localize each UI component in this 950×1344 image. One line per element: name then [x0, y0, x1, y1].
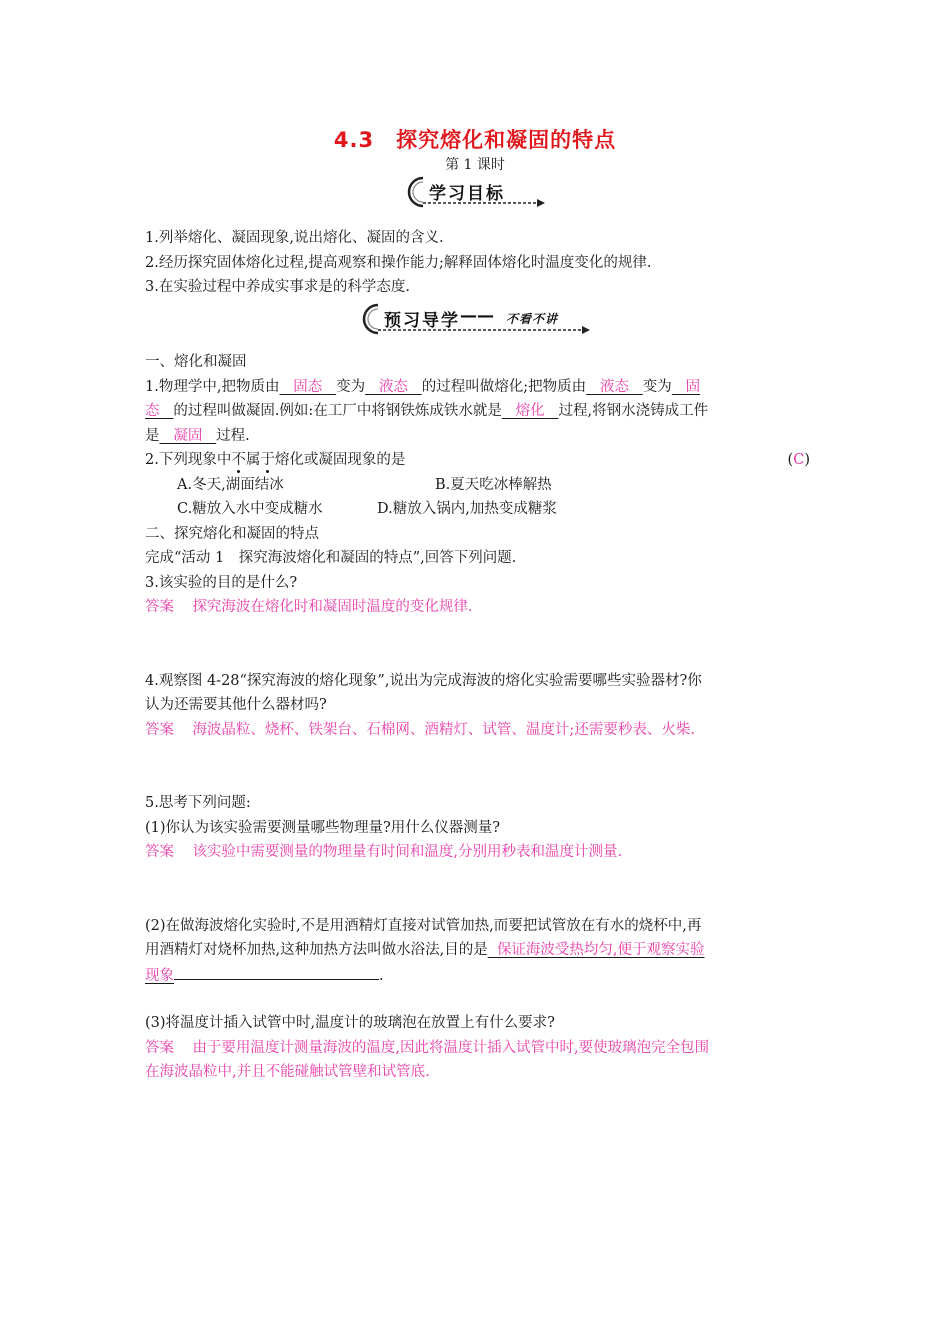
- answer-blank: 现象: [145, 967, 174, 984]
- answer-blank: 态: [145, 403, 160, 419]
- question-5-part-3-answer-line-2: 在海波晶粒中,并且不能碰触试管壁和试管底.: [145, 1064, 430, 1080]
- question-1-line-2: 态 的过程叫做凝固.例如:在工厂中将钢铁炼成铁水就是 熔化 过程,将钢水浇铸成工件: [145, 403, 709, 419]
- option-d: D.糖放入锅内,加热变成糖浆: [377, 501, 557, 517]
- page-subtitle: 第 1 课时: [445, 157, 505, 173]
- objectives-list: [145, 226, 810, 300]
- section-heading: 二、探究熔化和凝固的特点: [145, 525, 319, 542]
- answer-blank: 液态: [378, 378, 408, 395]
- question-2-answer: (C): [787, 452, 810, 468]
- question-1-line-1: 1.物理学中,把物质由 固态 变为 液态 的过程叫做熔化;把物质由 液态 变为 固: [145, 378, 701, 395]
- question-2: 2.下列现象中不属于熔化或凝固现象的是 (C): [145, 448, 810, 473]
- answer-blank-line: [174, 963, 379, 980]
- question-5-part-2-line-3: 现象 .: [145, 963, 810, 988]
- banner-label: 预习导学: [384, 311, 460, 331]
- option-a: A.冬天,湖面结冰: [177, 476, 284, 493]
- banner-label: 学习目标: [429, 184, 505, 204]
- page-title: 4.3 探究熔化和凝固的特点: [333, 128, 617, 152]
- answer-blank: 凝固: [173, 427, 203, 444]
- main-content: [145, 350, 810, 1085]
- question-5-part-1-answer: 答案 该实验中需要测量的物理量有时间和温度,分别用秒表和温度计测量.: [145, 844, 623, 860]
- question-3-answer: 答案 探究海波在熔化时和凝固时温度的变化规律.: [145, 599, 473, 615]
- question-5-part-2-line-2: 用酒精灯对烧杯加热,这种加热方法叫做水浴法,目的是 保证海波受热均匀,便于观察实验: [145, 942, 705, 958]
- question-2-options-row-2: [145, 497, 810, 522]
- question-4-line-1: 4.观察图 4-28“探究海波的熔化现象”,说出为完成海波的熔化实验需要哪些实验器材?你: [145, 672, 702, 689]
- question-5-part-2-line-1: (2)在做海波熔化实验时,不是用酒精灯直接对试管加热,而要把试管放在有水的烧杯中,再: [145, 917, 702, 934]
- question-4-answer: 答案 海波晶粒、烧杯、铁架台、石棉网、酒精灯、试管、温度计;还需要秒表、火柴.: [145, 721, 695, 738]
- option-c: C.糖放入水中变成糖水: [177, 501, 323, 517]
- section-heading: 一、熔化和凝固: [145, 354, 247, 370]
- objective-item: 3.在实验过程中养成实事求是的科学态度.: [145, 279, 410, 295]
- banner-sub-label: 不看不讲: [506, 312, 559, 326]
- preview-guide-banner: [360, 301, 592, 337]
- question-3: 3.该实验的目的是什么?: [145, 574, 298, 591]
- question-5-part-1: (1)你认为该实验需要测量哪些物理量?用什么仪器测量?: [145, 819, 501, 836]
- section-intro: 完成“活动 1 探究海波熔化和凝固的特点”,回答下列问题.: [145, 550, 517, 566]
- answer-blank: 固: [685, 378, 701, 395]
- answer-blank: 固态: [293, 378, 323, 395]
- question-5-part-3-answer-line-1: 答案 由于要用温度计测量海波的温度,因此将温度计插入试管中时,要使玻璃泡完全包围: [145, 1039, 710, 1056]
- answer-blank: 熔化: [515, 403, 545, 419]
- answer-blank: 保证海波受热均匀,便于观察实验: [496, 942, 705, 958]
- question-5: 5.思考下列问题:: [145, 795, 251, 811]
- question-1-line-3: 是 凝固 过程.: [145, 427, 250, 444]
- answer-blank: 液态: [599, 378, 629, 395]
- option-b: B.夏天吃冰棒解热: [435, 476, 552, 493]
- banner-dash: ——: [460, 306, 494, 326]
- objective-item: 1.列举熔化、凝固现象,说出熔化、凝固的含义.: [145, 230, 444, 246]
- learning-objectives-banner: [405, 174, 547, 210]
- question-4-line-2: 认为还需要其他什么器材吗?: [145, 697, 327, 713]
- objective-item: 2.经历探究固体熔化过程,提高观察和操作能力;解释固体熔化时温度变化的规律.: [145, 254, 652, 271]
- question-5-part-3: (3)将温度计插入试管中时,温度计的玻璃泡在放置上有什么要求?: [145, 1015, 555, 1031]
- question-2-options-row-1: [145, 473, 810, 498]
